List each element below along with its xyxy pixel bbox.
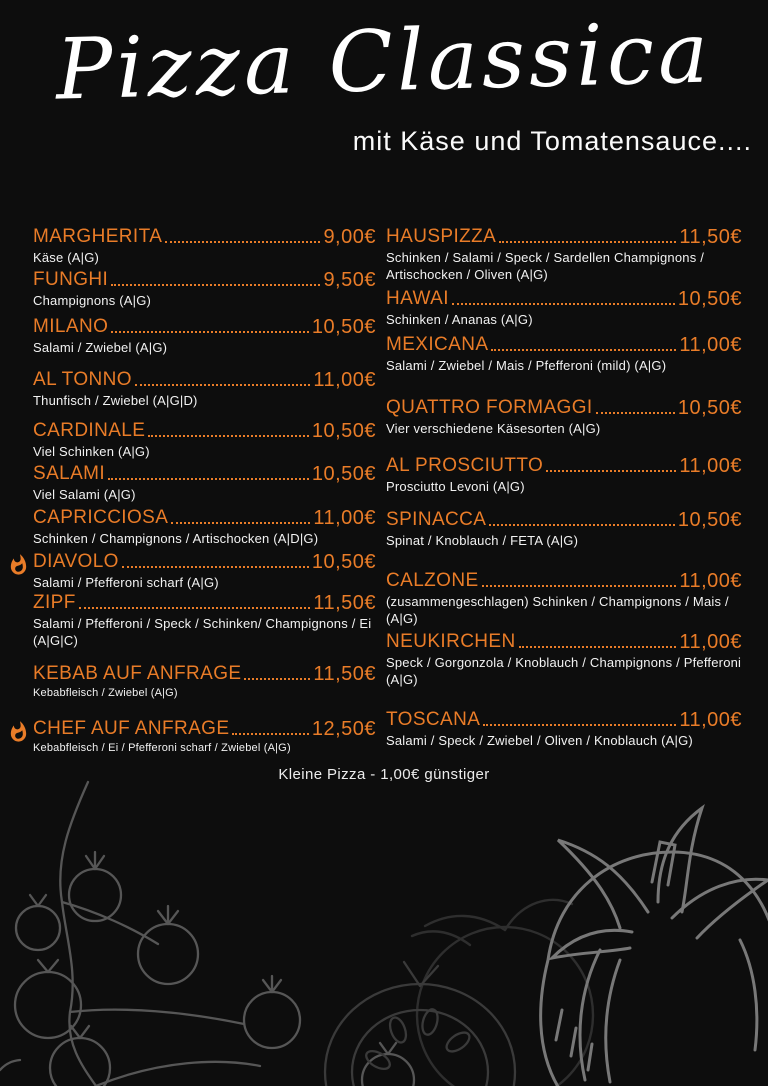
item-name: NEUKIRCHEN	[386, 631, 516, 652]
item-price: 11,00€	[313, 507, 376, 529]
dotted-leader	[135, 384, 310, 386]
item-name-row	[33, 420, 376, 442]
item-name: MEXICANA	[386, 334, 489, 355]
item-price: 11,00€	[679, 455, 742, 477]
dotted-leader	[79, 607, 311, 609]
item-price: 11,50€	[313, 592, 376, 614]
item-name-row	[386, 509, 742, 531]
item-name: AL PROSCIUTTO	[386, 455, 544, 476]
item-name-row	[33, 269, 376, 291]
item-price: 11,50€	[313, 663, 376, 685]
item-price: 10,50€	[311, 420, 376, 442]
item-name: FUNGHI	[33, 269, 109, 290]
item-description: Prosciutto Levoni (A|G)	[386, 479, 525, 494]
cherry-tomato-vine-sketch	[0, 782, 414, 1086]
item-name: QUATTRO FORMAGGI	[386, 397, 593, 418]
item-description: Thunfisch / Zwiebel (A|G|D)	[33, 393, 198, 408]
item-name: CARDINALE	[33, 420, 146, 441]
item-name-row	[33, 226, 376, 248]
dotted-leader	[519, 646, 677, 648]
item-price: 11,00€	[679, 570, 742, 592]
dotted-leader	[499, 241, 676, 243]
item-price: 11,00€	[679, 709, 742, 731]
page-subtitle: mit Käse und Tomatensauce....	[352, 126, 752, 156]
item-name-row	[33, 663, 376, 685]
item-description: Salami / Zwiebel / Mais / Pfefferoni (mild) (A|G)	[386, 358, 667, 373]
menu-item-salami	[33, 463, 376, 503]
menu-item-hawai	[386, 288, 742, 328]
item-name-row	[33, 718, 376, 740]
dotted-leader	[596, 412, 675, 414]
item-description: Schinken / Champignons / Artischocken (A|D|G)	[33, 531, 319, 546]
item-name: KEBAB AUF ANFRAGE	[33, 663, 242, 684]
menu-item-hauspizza	[386, 226, 742, 283]
item-name-row	[386, 631, 742, 653]
item-name: MARGHERITA	[33, 226, 163, 247]
item-description: Kebabfleisch / Ei / Pfefferoni scharf / Zwiebel (A|G)	[33, 742, 291, 754]
dotted-leader	[108, 478, 309, 480]
menu-item-al-tonno	[33, 369, 376, 409]
menu-item-cardinale	[33, 420, 376, 460]
item-description: Salami / Pfefferoni / Speck / Schinken/ Champignons / Ei (A|G|C)	[33, 616, 372, 648]
item-description: (zusammengeschlagen) Schinken / Champignons / Mais / (A|G)	[386, 594, 729, 626]
item-price: 11,00€	[679, 631, 742, 653]
item-description: Viel Salami (A|G)	[33, 487, 136, 502]
item-description: Viel Schinken (A|G)	[33, 444, 150, 459]
item-price: 11,00€	[313, 369, 376, 391]
item-name: TOSCANA	[386, 709, 481, 730]
item-price: 10,50€	[677, 288, 742, 310]
item-price: 9,50€	[323, 269, 376, 291]
item-name-row	[33, 507, 376, 529]
dotted-leader	[148, 435, 308, 437]
dotted-leader	[489, 524, 674, 526]
item-name-row	[33, 592, 376, 614]
item-description: Salami / Pfefferoni scharf (A|G)	[33, 575, 219, 590]
item-name-row	[33, 316, 376, 338]
item-name-row	[33, 463, 376, 485]
item-name: HAWAI	[386, 288, 449, 309]
item-name-row	[386, 570, 742, 592]
item-description: Vier verschiedene Käsesorten (A|G)	[386, 421, 601, 436]
menu-item-neukirchen	[386, 631, 742, 688]
item-price: 9,00€	[323, 226, 376, 248]
item-name: ZIPF	[33, 592, 76, 613]
large-tomato-sketch	[541, 808, 768, 1086]
item-description: Salami / Zwiebel (A|G)	[33, 340, 168, 355]
dotted-leader	[122, 566, 309, 568]
item-description: Spinat / Knoblauch / FETA (A|G)	[386, 533, 579, 548]
item-price: 10,50€	[311, 316, 376, 338]
flame-icon	[7, 552, 30, 578]
menu-item-milano	[33, 316, 376, 356]
item-name: HAUSPIZZA	[386, 226, 497, 247]
item-name-row	[386, 334, 742, 356]
item-name-row	[386, 455, 742, 477]
item-description: Schinken / Salami / Speck / Sardellen Champignons / Artischocken / Oliven (A|G)	[386, 250, 705, 282]
item-name: CALZONE	[386, 570, 479, 591]
menu-item-quattro-formaggi	[386, 397, 742, 437]
item-description: Speck / Gorgonzola / Knoblauch / Champignons / Pfefferoni (A|G)	[386, 655, 742, 687]
item-price: 11,50€	[679, 226, 742, 248]
item-name-row	[386, 709, 742, 731]
item-description: Kebabfleisch / Zwiebel (A|G)	[33, 687, 178, 699]
dotted-leader	[111, 284, 320, 286]
item-description: Käse (A|G)	[33, 250, 100, 265]
menu-right-column	[386, 226, 742, 749]
menu-item-al-prosciutto	[386, 455, 742, 495]
dotted-leader	[546, 470, 676, 472]
item-name: MILANO	[33, 316, 109, 337]
dotted-leader	[452, 303, 675, 305]
menu-item-capricciosa	[33, 507, 376, 547]
menu-item-spinacca	[386, 509, 742, 549]
item-name: SALAMI	[33, 463, 106, 484]
faint-tomato-sketch	[412, 900, 593, 1086]
menu-item-calzone	[386, 570, 742, 627]
dotted-leader	[483, 724, 676, 726]
item-description: Champignons (A|G)	[33, 293, 152, 308]
dotted-leader	[111, 331, 309, 333]
menu-item-diavolo	[33, 551, 376, 591]
menu-item-kebab	[33, 663, 376, 700]
item-name-row	[386, 288, 742, 310]
item-price: 11,00€	[679, 334, 742, 356]
item-price: 10,50€	[677, 509, 742, 531]
menu-item-funghi	[33, 269, 376, 309]
menu-item-toscana	[386, 709, 742, 749]
item-name: DIAVOLO	[33, 551, 119, 572]
item-price: 10,50€	[677, 397, 742, 419]
item-name-row	[386, 226, 742, 248]
small-pizza-note: Kleine Pizza - 1,00€ günstiger	[278, 766, 490, 783]
menu-item-chef	[33, 718, 376, 755]
item-name-row	[33, 551, 376, 573]
page-title: Pizza Classica	[54, 3, 714, 119]
item-description: Schinken / Ananas (A|G)	[386, 312, 533, 327]
item-name: SPINACCA	[386, 509, 487, 530]
sliced-tomato-sketch	[325, 962, 515, 1086]
tomato-sketch-decoration	[0, 760, 768, 1086]
dotted-leader	[244, 678, 310, 680]
item-price: 10,50€	[311, 463, 376, 485]
dotted-leader	[171, 522, 310, 524]
menu-left-column	[33, 226, 376, 755]
item-name-row	[386, 397, 742, 419]
dotted-leader	[491, 349, 676, 351]
item-name: CAPRICCIOSA	[33, 507, 169, 528]
dotted-leader	[232, 733, 308, 735]
menu-item-zipf	[33, 592, 376, 649]
item-name: CHEF AUF ANFRAGE	[33, 718, 230, 739]
flame-icon	[7, 719, 30, 745]
item-name: AL TONNO	[33, 369, 132, 390]
dotted-leader	[165, 241, 320, 243]
item-name-row	[33, 369, 376, 391]
dotted-leader	[482, 585, 677, 587]
item-price: 12,50€	[311, 718, 376, 740]
item-description: Salami / Speck / Zwiebel / Oliven / Knoblauch (A|G)	[386, 733, 693, 748]
menu-item-mexicana	[386, 334, 742, 374]
item-price: 10,50€	[311, 551, 376, 573]
menu-item-margherita	[33, 226, 376, 266]
